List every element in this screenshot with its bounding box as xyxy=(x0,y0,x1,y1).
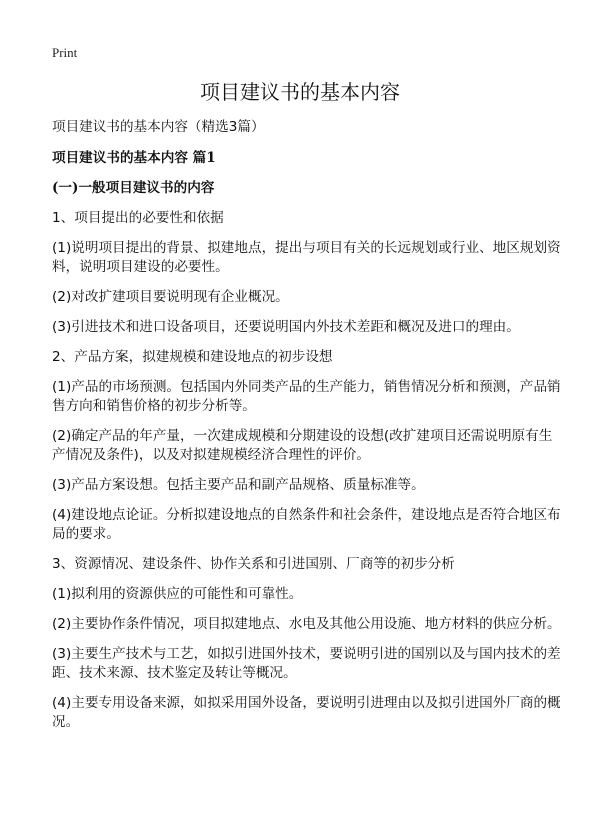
page-title: 项目建议书的基本内容 xyxy=(200,80,400,104)
paragraph-4: (3)引进技术和进口设备项目，还要说明国内外技术差距和概况及进口的理由。 xyxy=(52,319,520,335)
paragraph-14: (4)主要专用设备来源，如拟采用国外设备，要说明引进理由以及拟引进国外厂商的概况。 xyxy=(52,695,561,730)
document-body xyxy=(52,118,562,743)
paragraph-13: (3)主要生产技术与工艺，如拟引进国外技术，要说明引进的国别以及与国内技术的差距、技术来源、技术鉴定及转让等概况。 xyxy=(52,646,561,681)
paragraph-2: (1)说明项目提出的背景、拟建地点，提出与项目有关的长远规划或行业、地区规划资料，说明项目建设的必要性。 xyxy=(52,240,561,275)
paragraph-5: 2、产品方案，拟建规模和建设地点的初步设想 xyxy=(52,349,333,365)
paragraph-9: (4)建设地点论证。分析拟建设地点的自然条件和社会条件，建设地点是否符合地区布局的要求。 xyxy=(52,507,561,542)
paragraph-11: (1)拟利用的资源供应的可能性和可靠性。 xyxy=(52,586,303,602)
print-link[interactable]: Print xyxy=(52,45,78,60)
paragraph-1: 1、项目提出的必要性和依据 xyxy=(52,210,224,226)
paragraph-8: (3)产品方案设想。包括主要产品和副产品规格、质量标准等。 xyxy=(52,477,425,493)
section-heading: 项目建议书的基本内容 篇1 xyxy=(52,150,216,166)
document-subtitle: 项目建议书的基本内容（精选3篇） xyxy=(52,119,265,135)
paragraph-10: 3、资源情况、建设条件、协作关系和引进国别、厂商等的初步分析 xyxy=(52,556,455,572)
paragraph-3: (2)对改扩建项目要说明现有企业概况。 xyxy=(52,289,289,305)
paragraph-7: (2)确定产品的年产量，一次建成规模和分期建设的设想(改扩建项目还需说明原有生产情况及条件)，以及对拟建规模经济合理性的评价。 xyxy=(52,428,553,463)
sub-heading: (一)一般项目建议书的内容 xyxy=(52,180,215,196)
paragraph-12: (2)主要协作条件情况，项目拟建地点、水电及其他公用设施、地方材料的供应分析。 xyxy=(52,616,561,632)
paragraph-6: (1)产品的市场预测。包括国内外同类产品的生产能力，销售情况分析和预测，产品销售方向和销售价格的初步分析等。 xyxy=(52,379,561,414)
